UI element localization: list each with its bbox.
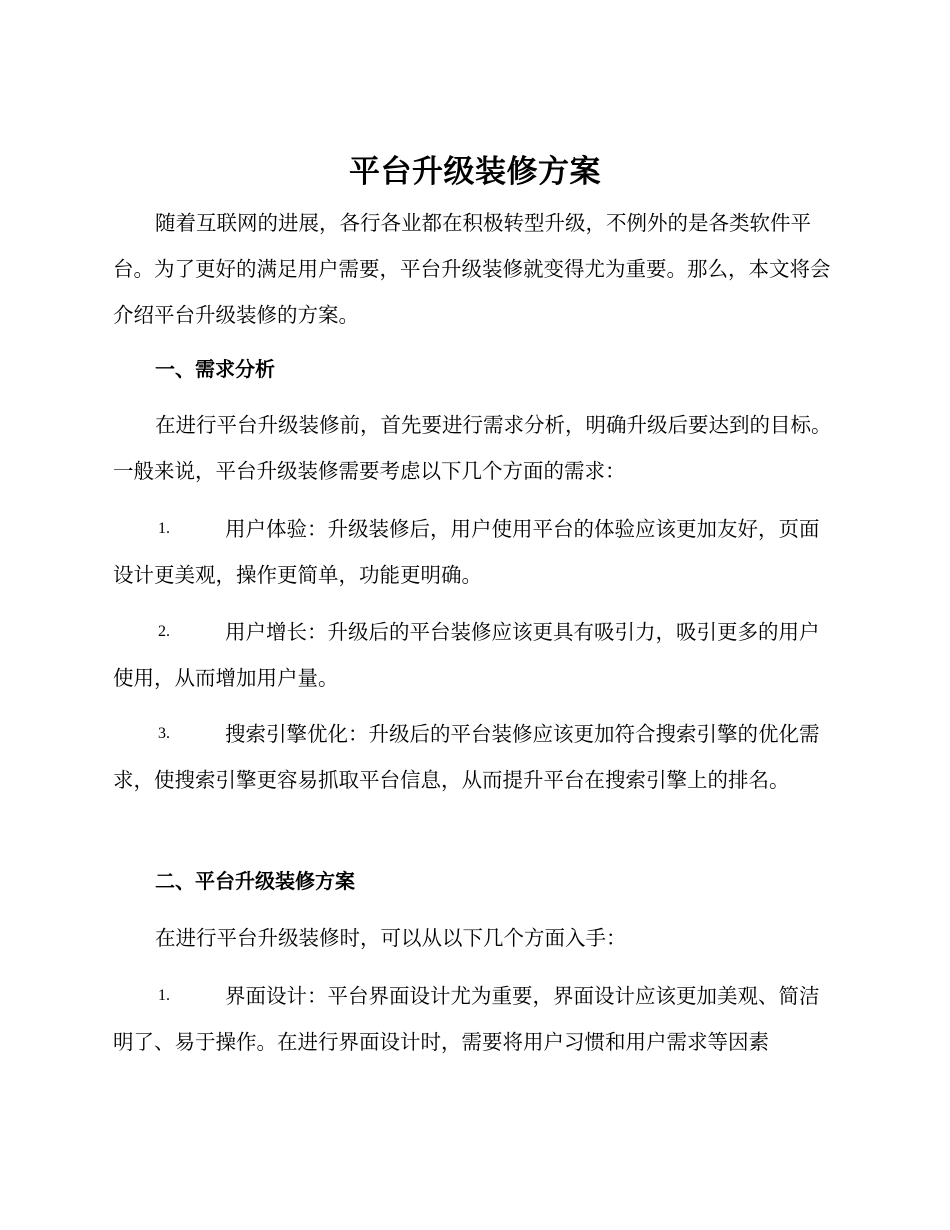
list-item-number: 2.: [158, 623, 170, 640]
section-heading-requirements: 一、需求分析: [155, 357, 275, 381]
section1-intro-paragraph: 在进行平台升级装修前，首先要进行需求分析，明确升级后要达到的目标。一般来说，平台升级装修需要考虑以下几个方面的需求：: [113, 413, 832, 483]
list-item-number: 1.: [158, 987, 170, 1004]
list-item: [113, 711, 835, 803]
list-item-number: 3.: [158, 725, 170, 742]
section2-intro-paragraph: 在进行平台升级装修时，可以从以下几个方面入手：: [155, 926, 627, 950]
list-item: [113, 506, 835, 598]
list-item-text: 用户体验：升级装修后，用户使用平台的体验应该更加友好，页面设计更美观，操作更简单，功能更明确。: [113, 517, 820, 587]
list-item: [113, 973, 835, 1065]
section-heading-plan: 二、平台升级装修方案: [155, 869, 355, 893]
list-item-text: 用户增长：升级后的平台装修应该更具有吸引力，吸引更多的用户使用，从而增加用户量。: [113, 620, 820, 690]
intro-paragraph: 随着互联网的进展，各行各业都在积极转型升级，不例外的是各类软件平台。为了更好的满足用户需要，平台升级装修就变得尤为重要。那么，本文将会介绍平台升级装修的方案。: [113, 211, 831, 327]
list-item-text: 界面设计：平台界面设计尤为重要，界面设计应该更加美观、简洁明了、易于操作。在进行界面设计时，需要将用户习惯和用户需求等因素: [113, 984, 820, 1054]
list-item-number: 1.: [158, 520, 170, 537]
list-item: [113, 609, 835, 701]
document-title: 平台升级装修方案: [349, 154, 601, 190]
list-item-text: 搜索引擎优化：升级后的平台装修应该更加符合搜索引擎的优化需求，使搜索引擎更容易抓取平台信息，从而提升平台在搜索引擎上的排名。: [113, 722, 820, 792]
